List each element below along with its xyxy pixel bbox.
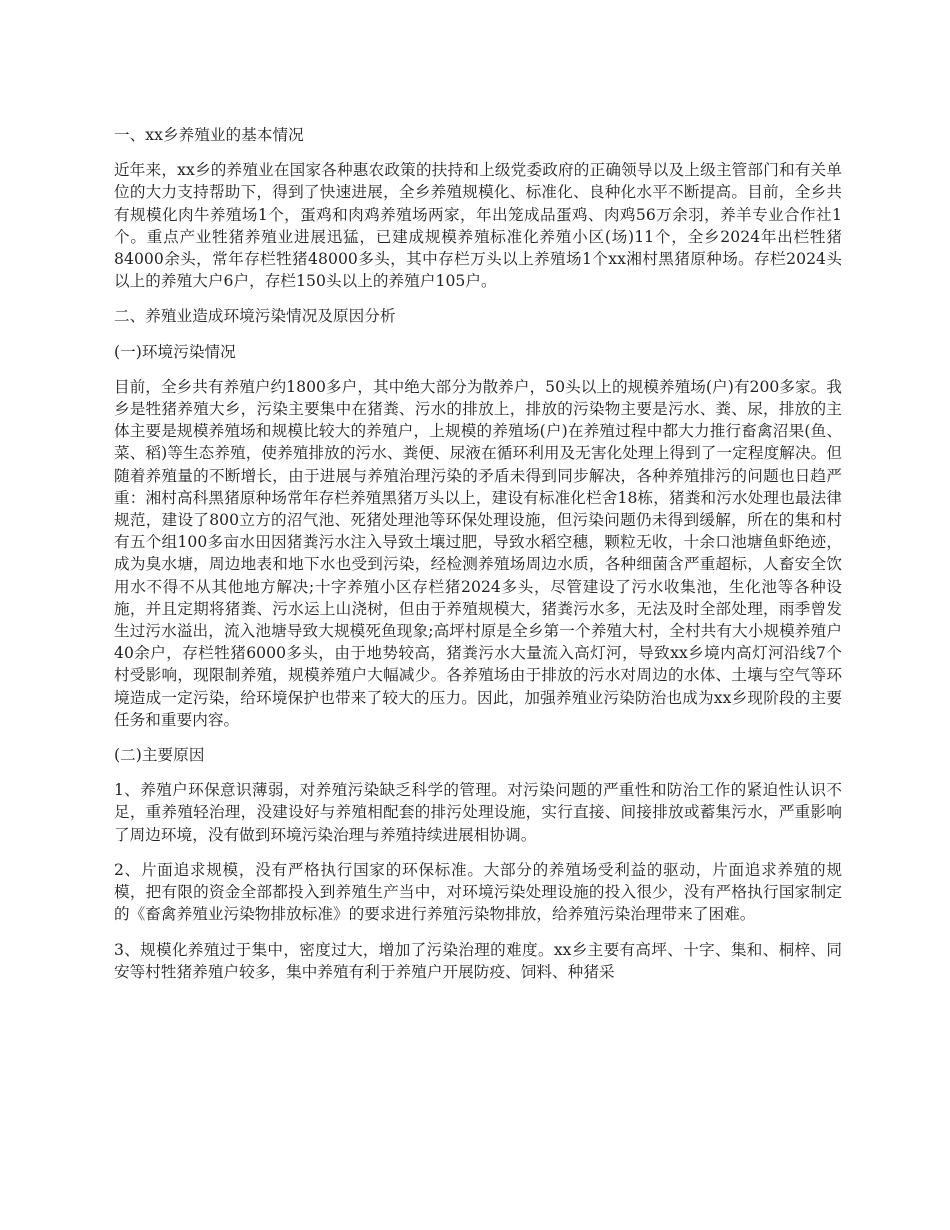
paragraph-cause-2: 2、片面追求规模，没有严格执行国家的环保标准。大部分的养殖场受利益的驱动，片面追求养殖的规模，把有限的资金全部都投入到养殖生产当中，对环境污染处理设施的投入很少，没有严格执行国家制定的《畜禽养殖业污染物排放标准》的要求进行养殖污染物排放，给养殖污染治理带来了困难。 [114, 860, 842, 924]
section-heading-basic-situation: 一、xx乡养殖业的基本情况 [114, 126, 304, 144]
subheading-main-causes: (二)主要原因 [114, 746, 205, 765]
paragraph-basic-situation: 近年来，xx乡的养殖业在国家各种惠农政策的扶持和上级党委政府的正确领导以及上级主管部门和有关单位的大力支持帮助下，得到了快速进展，全乡养殖规模化、标准化、良种化水平不断提高。目前，全乡共有规模化肉牛养殖场1个，蛋鸡和肉鸡养殖场两家，年出笼成品蛋鸡、肉鸡56万余羽，养羊专业合作社1个。重点产业牲猪养殖业进展迅猛，已建成规模养殖标准化养殖小区(场)11个，全乡2024年出栏牲猪84000余头，常年存栏牲猪48000多头，其中存栏万头以上养殖场1个xx湘村黑猪原种场。存栏2024头以上的养殖大户6户，存栏150头以上的养殖户105户。 [114, 161, 842, 291]
subheading-pollution-situation: (一)环境污染情况 [114, 342, 236, 361]
section-heading-pollution-analysis: 二、养殖业造成环境污染情况及原因分析 [114, 307, 396, 326]
paragraph-pollution-situation: 目前，全乡共有养殖户约1800多户，其中绝大部分为散养户，50头以上的规模养殖场(户)有200多家。我乡是牲猪养殖大乡，污染主要集中在猪粪、污水的排放上，排放的污染物主要是污水、粪、尿，排放的主体主要是规模养殖场和规模比较大的养殖户，上规模的养殖场(户)在养殖过程中都大力推行畜禽沼果(鱼、菜、稻)等生态养殖，使养殖排放的污水、粪便、尿液在循环利用及无害化处理上得到了一定程度解决。但随着养殖量的不断增长，由于进展与养殖治理污染的矛盾未得到同步解决，各种养殖排污的问题也日趋严重：湘村高科黑猪原种场常年存栏养殖黑猪万头以上，建设有标准化栏舍18栋，猪粪和污水处理也最法律规范，建设了800立方的沼气池、死猪处理池等环保处理设施，但污染问题仍未得到缓解，所在的集和村有五个组100多亩水田因猪粪污水注入导致土壤过肥，导致水稻空穗，颗粒无收，十余口池塘鱼虾绝迹，成为臭水塘，周边地表和地下水也受到污染，经检测养殖场周边水质，各种细菌含严重超标，人畜安全饮用水不得不从其他地方解决;十字养殖小区存栏猪2024多头，尽管建设了污水收集池，生化池等各种设施，并且定期将猪粪、污水运上山浇树，但由于养殖规模大，猪粪污水多，无法及时全部处理，雨季曾发生过污水溢出，流入池塘导致大规模死鱼现象;高坪村原是全乡第一个养殖大村，全村共有大小规模养殖户40余户，存栏牲猪6000多头，由于地势较高，猪粪污水大量流入高灯河，导致xx乡境内高灯河沿线7个村受影响，现限制养殖，规模养殖户大幅减少。各养殖场由于排放的污水对周边的水体、土壤与空气等环境造成一定污染，给环境保护也带来了较大的压力。因此，加强养殖业污染防治也成为xx乡现阶段的主要任务和重要内容。 [114, 377, 842, 729]
paragraph-cause-3: 3、规模化养殖过于集中，密度过大，增加了污染治理的难度。xx乡主要有高坪、十字、集和、桐梓、同安等村牲猪养殖户较多，集中养殖有利于养殖户开展防疫、饲料、种猪采 [114, 940, 842, 981]
document-page [114, 124, 842, 996]
paragraph-cause-1: 1、养殖户环保意识薄弱，对养殖污染缺乏科学的管理。对污染问题的严重性和防治工作的紧迫性认识不足，重养殖轻治理，没建设好与养殖相配套的排污处理设施，实行直接、间接排放或蓄集污水，严重影响了周边环境，没有做到环境污染治理与养殖持续进展相协调。 [114, 781, 842, 844]
